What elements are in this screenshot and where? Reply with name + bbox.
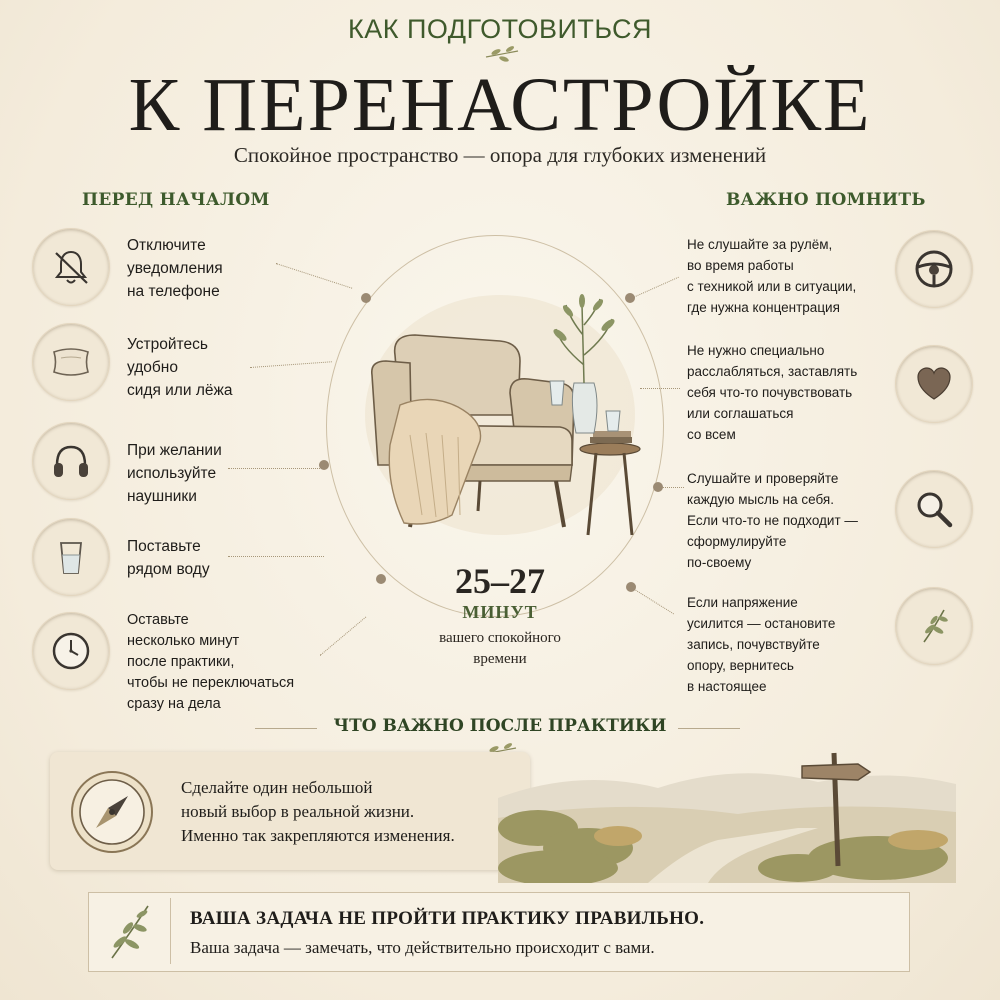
magnifier-icon [895, 470, 973, 548]
task-desc: Ваша задача — замечать, что действительно происходит с вами. [190, 938, 655, 957]
task-card [88, 892, 910, 972]
before-item-4: Поставьте рядом воду [127, 538, 210, 578]
connector-line [250, 361, 332, 368]
connector-line [660, 487, 684, 488]
heart-icon [895, 345, 973, 423]
remember-heading: ВАЖНО ПОМНИТЬ [726, 190, 926, 210]
compass-icon [70, 770, 154, 854]
divider-line [678, 728, 740, 729]
armchair-illustration [360, 265, 650, 565]
before-item-1: Отключите уведомления на телефоне [127, 237, 223, 300]
connector-line [276, 263, 352, 289]
before-item-3: При желании используйте наушники [127, 442, 222, 505]
pillow-icon [32, 323, 110, 401]
duration-unit: МИНУТ [462, 602, 538, 622]
page-subtitle: Спокойное пространство — опора для глубоких изменений [233, 143, 767, 167]
sprig-icon [482, 45, 522, 63]
headphones-icon [32, 422, 110, 500]
before-item-5: Оставьте несколько минут после практики, чтобы не переключаться сразу на дела [127, 612, 295, 712]
connector-dot [319, 460, 329, 470]
kicker-text: КАК ПОДГОТОВИТЬСЯ [348, 14, 652, 44]
connector-dot [653, 482, 663, 492]
leaf-sprig-icon [895, 587, 973, 665]
leaf-sprig-icon [104, 900, 156, 962]
remember-item-3: Слушайте и проверяйте каждую мысль на себя. Если что-то не подходит — сформулируйте по-своему [687, 471, 858, 570]
divider-line [170, 898, 171, 964]
connector-line [228, 556, 324, 557]
before-item-2: Устройтесь удобно сидя или лёжа [127, 336, 233, 399]
water-glass-icon [32, 518, 110, 596]
task-title: ВАША ЗАДАЧА НЕ ПРОЙТИ ПРАКТИКУ ПРАВИЛЬНО. [190, 908, 705, 929]
clock-icon [32, 612, 110, 690]
connector-line [633, 588, 674, 614]
connector-line [320, 617, 367, 656]
bell-off-icon [32, 228, 110, 306]
connector-line [228, 468, 324, 469]
connector-dot [626, 582, 636, 592]
remember-item-2: Не нужно специально расслабляться, заставлять себя что-то почувствовать или соглашаться со всем [687, 343, 858, 442]
remember-item-4: Если напряжение усилится — остановите запись, почувствуйте опору, вернитесь в настоящее [687, 595, 836, 694]
before-heading: ПЕРЕД НАЧАЛОМ [82, 190, 270, 210]
after-text: Сделайте один небольшой новый выбор в реальной жизни. Именно так закрепляются изменения. [181, 778, 455, 845]
steering-wheel-icon [895, 230, 973, 308]
landscape-illustration [498, 748, 956, 883]
duration-value: 25–27 [455, 561, 545, 601]
after-heading: ЧТО ВАЖНО ПОСЛЕ ПРАКТИКИ [333, 716, 667, 736]
page-title: К ПЕРЕНАСТРОЙКЕ [128, 63, 872, 147]
duration-desc: вашего спокойного времени [439, 630, 561, 667]
remember-item-1: Не слушайте за рулём, во время работы с техникой или в ситуации, где нужна концентрация [687, 237, 857, 315]
